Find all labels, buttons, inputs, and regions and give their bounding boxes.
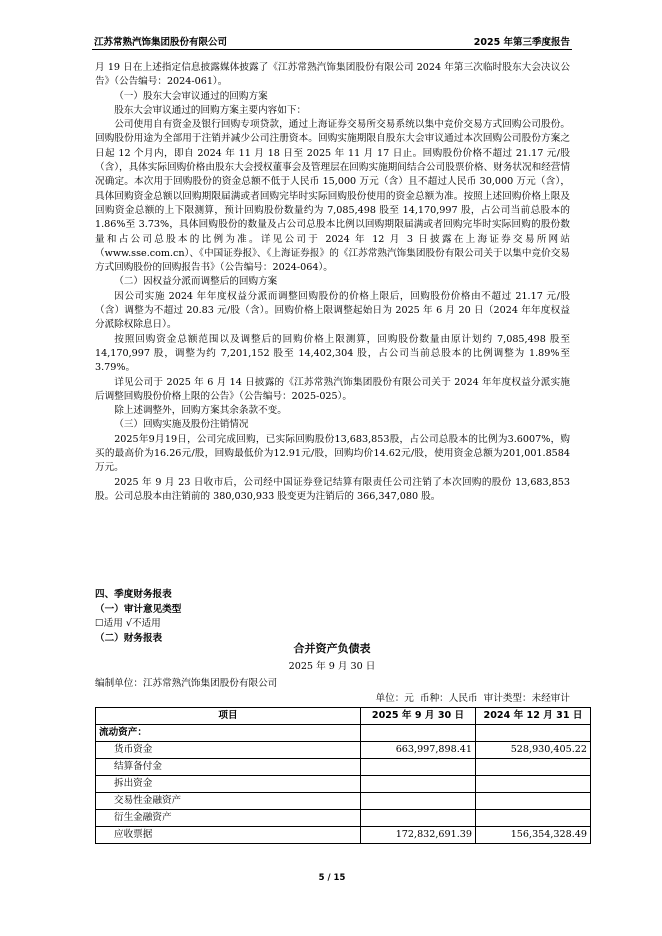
row-current xyxy=(361,810,476,827)
row-label: 流动资产： xyxy=(96,725,361,742)
subheading: （三）回购实施及股份注销情况 xyxy=(114,419,249,431)
page-header xyxy=(92,34,572,48)
statement-title: 合并资产负债表 xyxy=(293,642,371,655)
row-prior xyxy=(476,810,591,827)
subheading: （二）因权益分派而调整后的回购方案 xyxy=(114,276,278,288)
row-current xyxy=(361,759,476,776)
paragraph: 除上述调整外，回购方案其余条款不变。 xyxy=(114,405,287,417)
row-current xyxy=(361,776,476,793)
row-current xyxy=(361,793,476,810)
header-rule xyxy=(92,49,572,50)
row-current: 172,832,691.39 xyxy=(361,827,476,844)
paragraph: 2025年9月19日，公司完成回购，已实际回购股份13,683,853股，占公司总股本的比例为3.6007%，购买的最高价为16.26元/股，回购最低价为12.91元/股，回购均价14.62元/股，使用资金总额为201,001.8584万元。 xyxy=(95,433,570,474)
table-row xyxy=(96,725,591,742)
header-item: 项目 xyxy=(96,708,361,725)
paragraph: 按照回购资金总额范围以及调整后的回购价格上限测算，回购股份数量由原计划约 7,085,498 股至 14,170,997 股，调整为约 7,201,152 股至 14,402,304 股，占公司当前总股本的比例调整为 1.89%至 3.79%。 xyxy=(95,333,570,374)
header-company: 江苏常熟汽饰集团股份有限公司 xyxy=(94,37,228,48)
row-prior xyxy=(476,776,591,793)
page-number: 5 / 15 xyxy=(318,873,346,883)
paragraph: 股东大会审议通过的回购方案主要内容如下： xyxy=(114,104,307,116)
header-report-title: 2025 年第三季度报告 xyxy=(473,37,570,48)
section-subheading: （二）财务报表 xyxy=(95,633,163,644)
body-text xyxy=(95,61,570,504)
row-label: 衍生金融资产 xyxy=(96,810,361,827)
table-row xyxy=(96,810,591,827)
section-heading: 四、季度财务报表 xyxy=(95,589,172,600)
table-row xyxy=(96,793,591,810)
row-current: 663,997,898.41 xyxy=(361,742,476,759)
paragraph: 因公司实施 2024 年年度权益分派而调整回购股份的价格上限后，回购股份价格由不超过 21.17 元/股（含）调整为不超过 20.83 元/股（含）。回购价格上限调整起始日为 2025 年 6 月 20 日（2024 年年度权益分派除权除息日）。 xyxy=(95,290,570,331)
header-prior: 2024 年 12 月 31 日 xyxy=(476,708,591,725)
preparing-entity: 编制单位：江苏常熟汽饰集团股份有限公司 xyxy=(95,678,278,689)
subheading: （一）股东大会审议通过的回购方案 xyxy=(114,90,268,102)
unit-line: 单位：元 币种：人民币 审计类型：未经审计 xyxy=(375,693,570,704)
table-row xyxy=(96,742,591,759)
statement-date: 2025 年 9 月 30 日 xyxy=(288,661,376,672)
row-prior xyxy=(476,759,591,776)
row-current xyxy=(361,725,476,742)
row-label: 拆出资金 xyxy=(96,776,361,793)
row-prior: 528,930,405.22 xyxy=(476,742,591,759)
row-label: 货币资金 xyxy=(96,742,361,759)
paragraph: 公司使用自有资金及银行回购专项贷款，通过上海证券交易所交易系统以集中竞价交易方式回购公司股份。回购股份用途为全部用于注销并减少公司注册资本。回购实施期限自股东大会审议通过本次回购公司股份方案之日起 12 个月内，即自 2024 年 11 月 18 日至 2025 年 11 月 17 日止。回购股份价格不超过 21.17 元/股（含），具体实际回购价格由股东大会授权董事会及管理层在回购实施期间结合公司股票价格、财务状况和经营情况确定。本次用于回购股份的资金总额不低于人民币 15,000 万元（含）且不超过人民币 30,000 万元（含），具体回购资金总额以回购期限届满或者回购完毕时实际回购股份使用的资金总额为准。按照上述回购价格上限及回购资金总额的上下限测算，预计回购股份数量约为 7,085,498 股至 14,170,997 股，占公司当前总股本的 1.86%至 3.73%，具体回购股份的数量及占公司总股本比例以回购期限届满或者回购完毕时实际回购的股份数量和占公司总股本的比例为准。详见公司于 2024 年 12 月 3 日披露在上海证券交易所网站（www.sse.com.cn）、《中国证券报》、《上海证券报》的《江苏常熟汽饰集团股份有限公司关于以集中竞价交易方式回购股份的回购报告书》（公告编号：2024-064）。 xyxy=(95,119,570,274)
header-current: 2025 年 9 月 30 日 xyxy=(361,708,476,725)
paragraph: 2025 年 9 月 23 日收市后，公司经中国证券登记结算有限责任公司注销了本次回购的股份 13,683,853 股。公司总股本由注销前的 380,030,933 股变更为注销后的 366,347,080 股。 xyxy=(95,476,570,502)
table-row xyxy=(96,759,591,776)
table-row xyxy=(96,776,591,793)
row-label: 交易性金融资产 xyxy=(96,793,361,810)
table-row xyxy=(96,827,591,844)
section-subheading: （一）审计意见类型 xyxy=(95,604,182,615)
paragraph: 详见公司于 2025 年 6 月 14 日披露的《江苏常熟汽饰集团股份有限公司关于 2024 年年度权益分派实施后调整回购股份价格上限的公告》（公告编号：2025-025）。 xyxy=(95,376,570,402)
audit-opinion-checkbox: ☐适用 √不适用 xyxy=(95,618,161,629)
balance-sheet-table xyxy=(95,707,591,844)
table-header-row xyxy=(96,708,591,725)
row-label: 结算备付金 xyxy=(96,759,361,776)
paragraph: 月 19 日在上述指定信息披露媒体披露了《江苏常熟汽饰集团股份有限公司 2024 年第三次临时股东大会决议公告》（公告编号：2024-061）。 xyxy=(95,62,570,88)
row-prior xyxy=(476,725,591,742)
row-label: 应收票据 xyxy=(96,827,361,844)
row-prior: 156,354,328.49 xyxy=(476,827,591,844)
row-prior xyxy=(476,793,591,810)
